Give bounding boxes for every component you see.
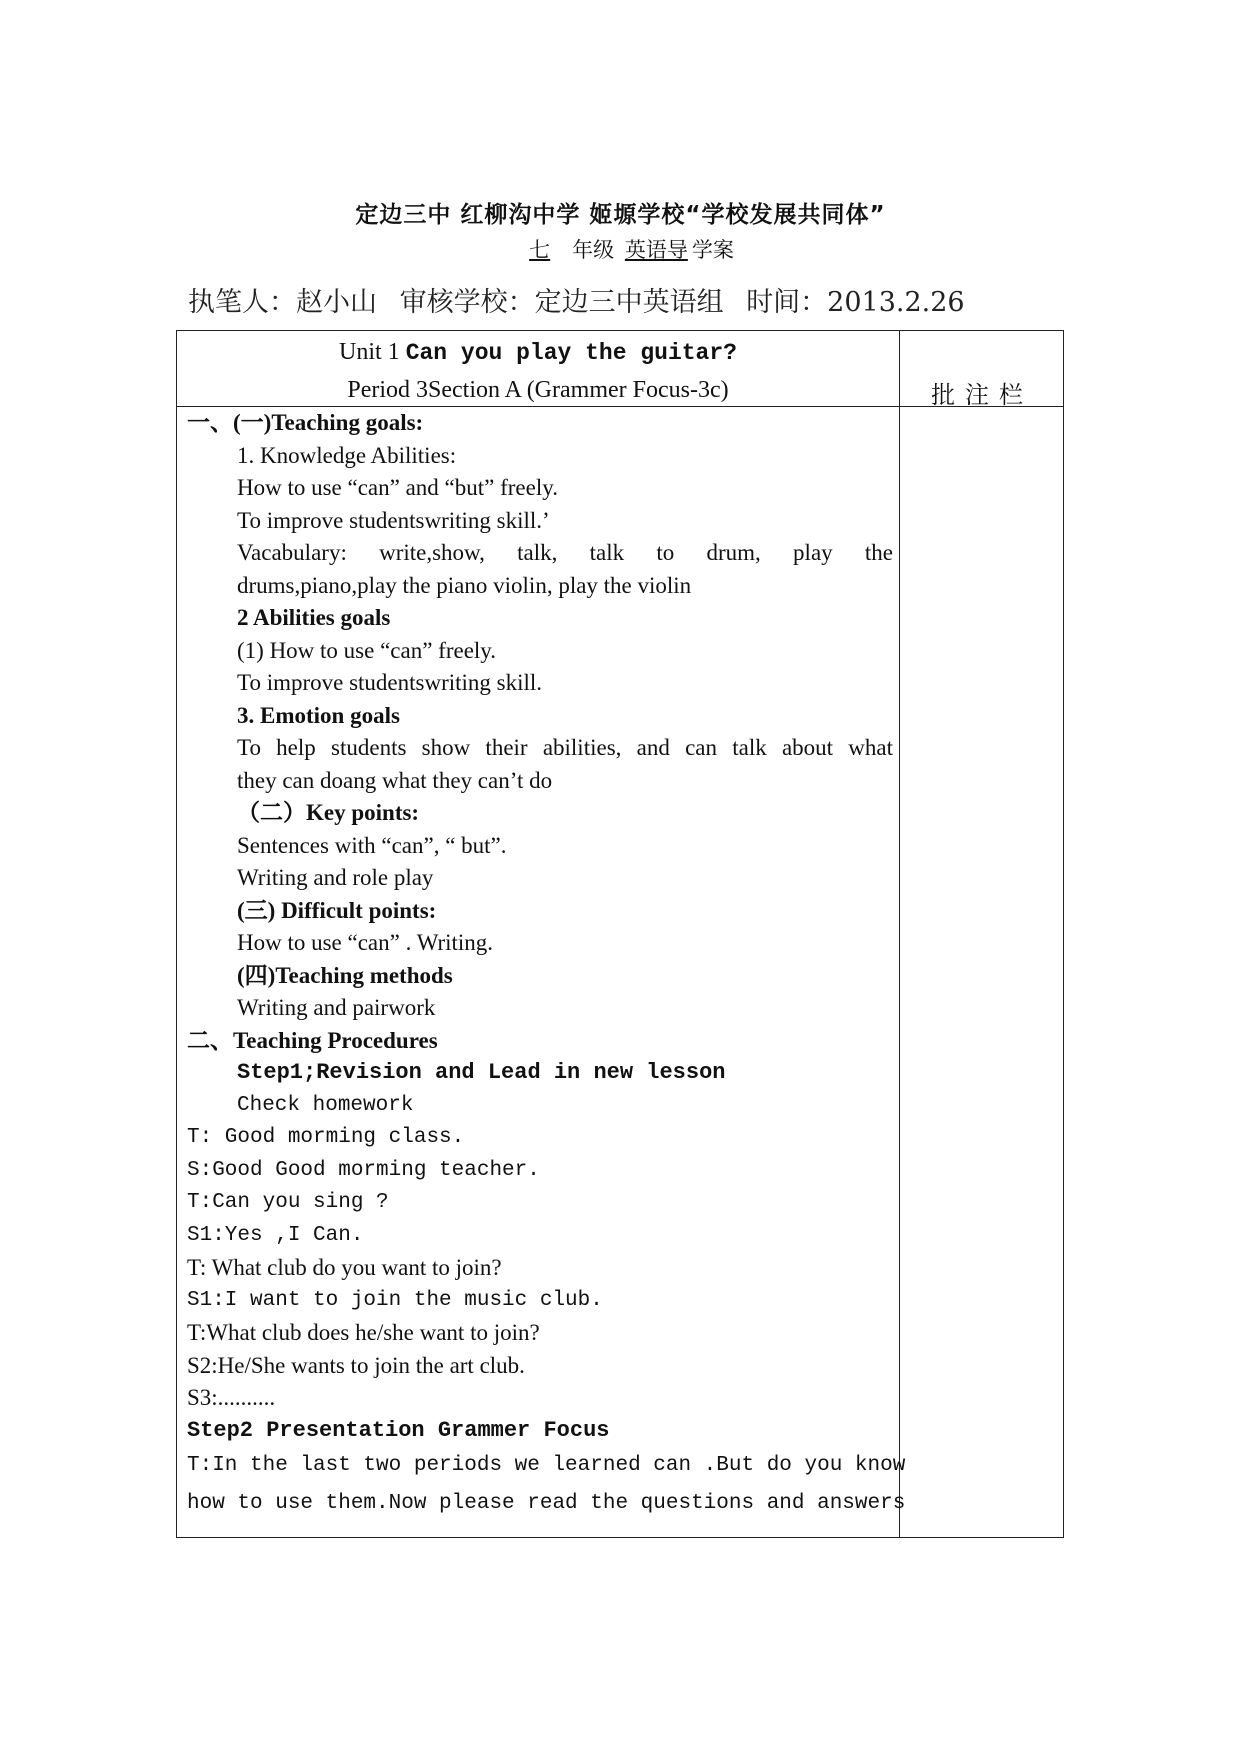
period-heading: Period 3Section A (Grammer Focus-3c) [347,377,729,403]
content-line: To help students show their abilities, and can talk about what [237,735,893,760]
dialogue-line: T: What club do you want to join? [187,1255,502,1280]
content-line: Check homework [237,1093,414,1117]
unit-title: Can you play the guitar? [405,340,737,366]
subheading-key-points: （二）Key points: [237,800,420,825]
content-line: T:In the last two periods we learned can .But do you know [187,1454,906,1477]
section-teaching-procedures: 二、Teaching Procedures [187,1027,438,1053]
content-line: how to use them.Now please read the questions and answers [187,1492,906,1515]
step1-heading: Step1;Revision and Lead in new lesson [237,1060,726,1085]
subtitle [0,234,1241,264]
dialogue-line: S1:I want to join the music club. [187,1288,603,1312]
document-title: 定边三中 红柳沟中学 姬塬学校“学校发展共同体” [355,202,886,228]
content-line: Writing and role play [237,865,434,890]
dialogue-line: S2:He/She wants to join the art club. [187,1352,525,1378]
content-line: drums,piano,play the piano violin, play the violin [237,572,692,598]
content-line: Writing and pairwork [237,995,436,1020]
section-teaching-goals: 一、(一)Teaching goals: [187,410,424,435]
subject-value: 英语导 [624,238,688,262]
dialogue-line: T:Can you sing ? [187,1191,389,1214]
content-line: Sentences with “can”, “ but”. [237,832,507,858]
dialogue-line: S1:Yes ,I Can. [187,1223,364,1247]
dialogue-line: S:Good Good morming teacher. [187,1158,540,1182]
meta-line [188,280,979,319]
content-line: they can doang what they can’t do [237,767,553,793]
lesson-content [187,407,906,1523]
subheading-teaching-methods: (四)Teaching methods [237,962,453,988]
content-line: To improve studentswriting skill. [237,670,543,695]
content-line: How to use “can” and “but” freely. [237,475,559,500]
content-line: How to use “can” . Writing. [237,930,494,955]
subheading-emotion-goals: 3. Emotion goals [237,702,400,728]
grade-suffix: 年级 [572,238,615,262]
unit-heading [177,339,899,366]
author-label: 执笔人：赵小山 [188,287,377,318]
column-divider [899,331,900,1537]
notes-column-header: 批注栏 [931,381,1033,409]
grade-value: 七 [529,238,551,262]
doc-type: 学案 [691,238,734,262]
dialogue-line: S3:.......... [187,1385,276,1410]
subheading-abilities-goals: 2 Abilities goals [237,605,391,630]
content-line: To improve studentswriting skill.’ [237,507,550,533]
content-line: 1. Knowledge Abilities: [237,442,457,468]
lesson-table [176,330,1064,1538]
subheading-difficult-points: (三) Difficult points: [237,897,437,923]
dialogue-line: T: Good morming class. [187,1126,465,1149]
content-line: Vacabulary: write,show, talk, talk to drum, play the [237,540,893,565]
date-label: 时间：2013.2.26 [746,287,965,318]
review-label: 审核学校：定边三中英语组 [399,287,724,318]
content-line: (1) How to use “can” freely. [237,637,497,663]
unit-prefix: Unit 1 [339,339,406,365]
step2-heading: Step2 Presentation Grammer Focus [187,1417,610,1443]
dialogue-line: T:What club does he/she want to join? [187,1320,540,1345]
